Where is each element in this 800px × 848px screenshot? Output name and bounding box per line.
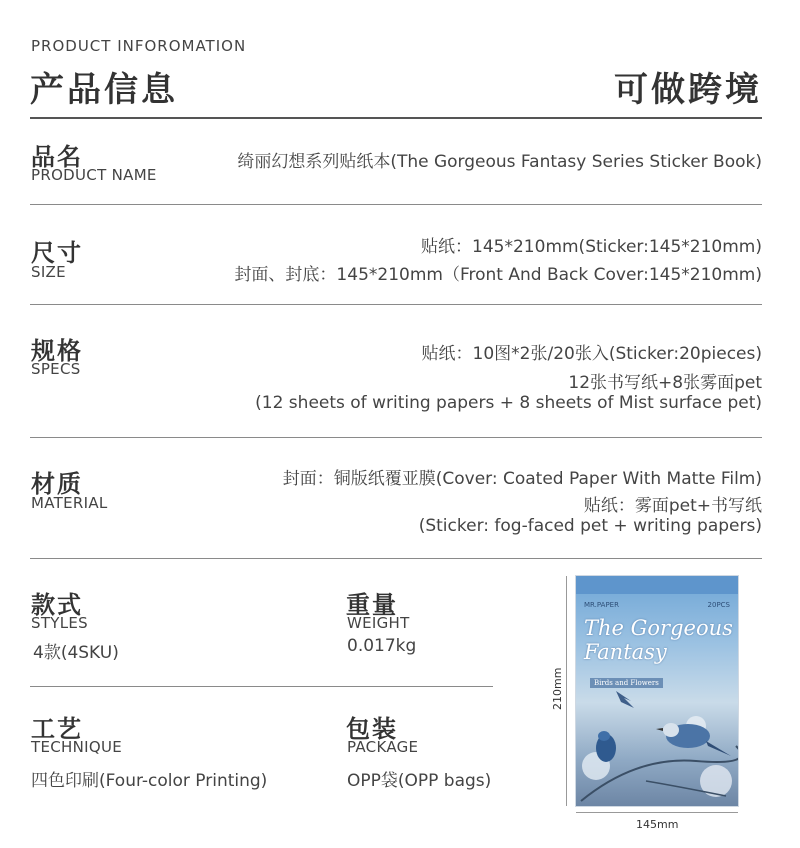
cover-title-line-2: Fantasy xyxy=(584,640,667,664)
cross-border-label: 可做跨境 xyxy=(614,70,762,110)
package-value: OPP袋(OPP bags) xyxy=(347,771,492,791)
height-dimension-label: 210mm xyxy=(551,667,564,710)
material-label-en: MATERIAL xyxy=(31,494,108,512)
material-line-2: 贴纸：雾面pet+书写纸 xyxy=(583,496,762,516)
styles-label-cn: 款式 xyxy=(31,591,83,619)
row-divider xyxy=(30,686,493,687)
size-label-cn: 尺寸 xyxy=(31,239,83,267)
cover-count: 20PCS xyxy=(707,601,730,609)
cover-top-strip xyxy=(576,576,738,594)
row-divider xyxy=(30,204,762,205)
page-title: 产品信息 xyxy=(30,70,178,110)
sticker-book-cover-image xyxy=(576,576,738,806)
package-label-cn: 包装 xyxy=(346,715,398,743)
row-divider xyxy=(30,558,762,559)
specs-line-2: 12张书写纸+8张雾面pet xyxy=(568,373,762,393)
birds-illustration xyxy=(576,686,738,806)
size-line-2: 封面、封底：145*210mm（Front And Back Cover:145*210mm) xyxy=(234,265,762,285)
width-dimension-line xyxy=(576,812,738,813)
size-line-1: 贴纸：145*210mm(Sticker:145*210mm) xyxy=(421,237,762,257)
weight-value: 0.017kg xyxy=(347,636,417,656)
technique-value: 四色印刷(Four-color Printing) xyxy=(31,771,268,791)
section-eyebrow: PRODUCT INFOROMATION xyxy=(31,37,247,55)
size-label-en: SIZE xyxy=(31,263,66,281)
weight-label-cn: 重量 xyxy=(346,591,398,619)
technique-label-cn: 工艺 xyxy=(31,715,83,743)
width-dimension-label: 145mm xyxy=(636,818,679,831)
cover-title-line-1: The Gorgeous xyxy=(584,616,733,640)
weight-label-en: WEIGHT xyxy=(347,614,410,632)
height-dimension-line xyxy=(566,576,567,806)
specs-label-cn: 规格 xyxy=(31,337,83,365)
specs-line-3: (12 sheets of writing papers + 8 sheets of Mist surface pet) xyxy=(255,393,762,413)
styles-value: 4款(4SKU) xyxy=(33,643,119,663)
material-line-1: 封面：铜版纸覆亚膜(Cover: Coated Paper With Matte Film) xyxy=(282,469,762,489)
styles-label-en: STYLES xyxy=(31,614,89,632)
material-label-cn: 材质 xyxy=(31,470,83,498)
name-label-en: PRODUCT NAME xyxy=(31,166,157,184)
package-label-en: PACKAGE xyxy=(347,738,419,756)
material-line-3: (Sticker: fog-faced pet + writing papers) xyxy=(418,516,762,536)
specs-label-en: SPECS xyxy=(31,360,81,378)
cover-subtitle: Birds and Flowers xyxy=(590,678,663,688)
name-label-cn: 品名 xyxy=(31,143,83,171)
name-value: 绮丽幻想系列贴纸本(The Gorgeous Fantasy Series Sticker Book) xyxy=(237,152,762,172)
specs-line-1: 贴纸：10图*2张/20张入(Sticker:20pieces) xyxy=(421,344,762,364)
cover-brand: MR.PAPER xyxy=(584,601,619,609)
header-divider xyxy=(30,117,762,119)
row-divider xyxy=(30,437,762,438)
technique-label-en: TECHNIQUE xyxy=(31,738,123,756)
row-divider xyxy=(30,304,762,305)
